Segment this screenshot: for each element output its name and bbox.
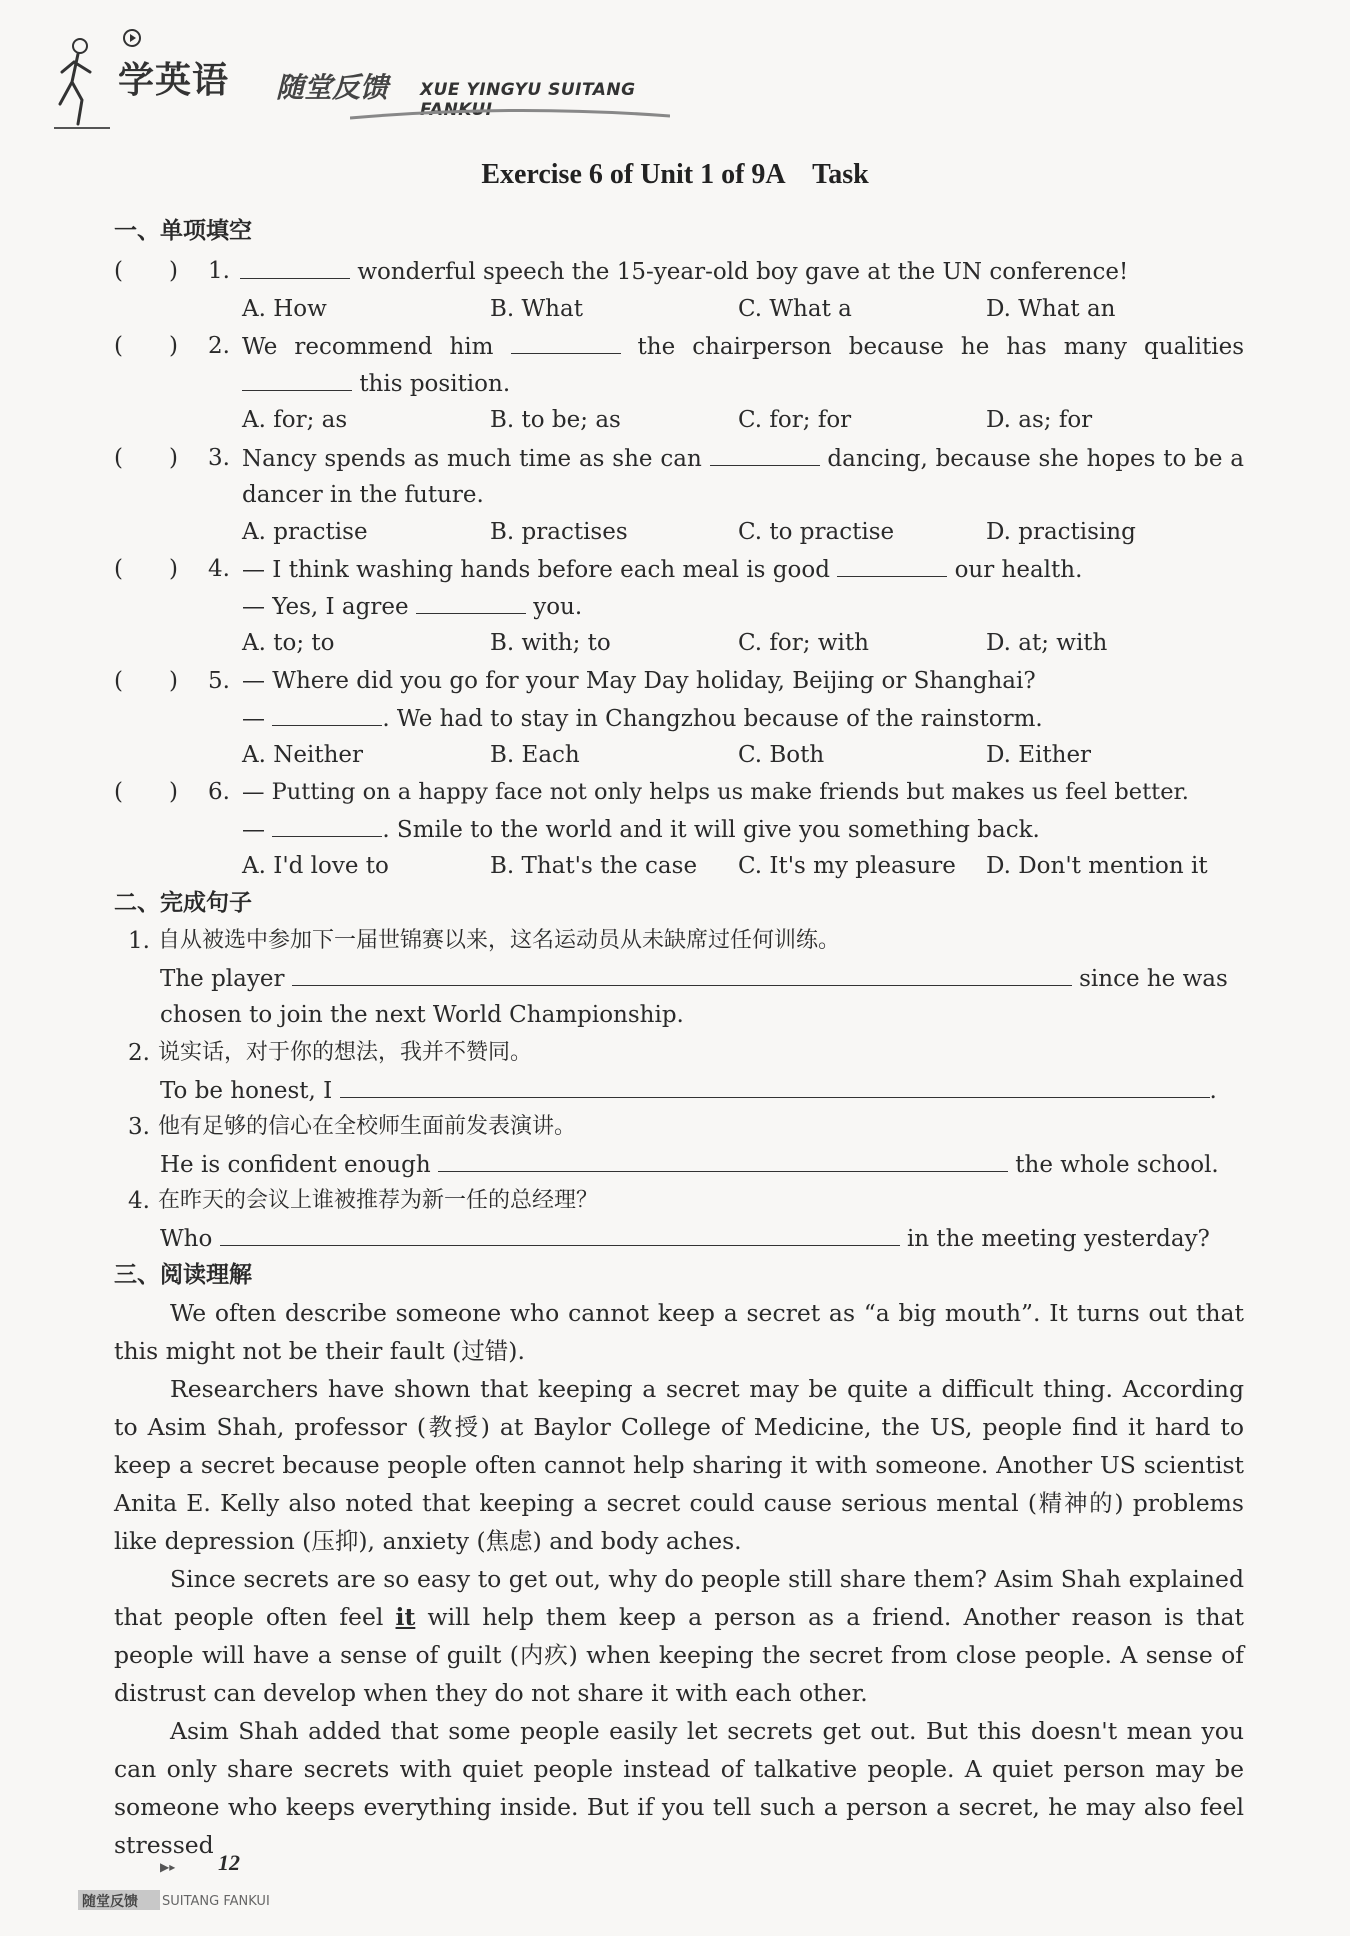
question-line: dancer in the future. [242,482,484,508]
answer-paren: ( ) [114,556,178,582]
question-line: — Where did you go for your May Day holiday, Beijing or Shanghai? [242,668,1036,694]
option-c: C. for; with [738,630,869,656]
question-line: wonderful speech the 15-year-old boy gave at the UN conference! [240,256,1128,287]
reading-paragraph-2: Researchers have shown that keeping a secret may be quite a difficult thing. According to Asim Shah, professor (教授) at Baylor College of Medicine, the US, people find it hard to keep a secret because people often cannot help sharing it with someone. Another US scientist Anita E. Kelly also noted that keeping a secret could cause serious mental (精神的) problems like depression (压抑), anxiety (焦虑) and body aches. [114,1375,1244,1555]
question-number: 1. [208,258,230,284]
item-chinese: 自从被选中参加下一届世锦赛以来，这名运动员从未缺席过任何训练。 [158,928,841,953]
option-c: C. Both [738,742,825,768]
header-title-cn: 学英语 [118,60,230,101]
underlined-word: it [395,1603,416,1631]
page-footer [78,1848,318,1918]
page-title: Exercise 6 of Unit 1 of 9A Task [481,159,869,190]
question-line: — . We had to stay in Changzhou because of the rainstorm. [242,703,1043,734]
option-a: A. practise [242,519,368,545]
answer-blank[interactable] [272,814,382,837]
question-number: 5. [208,668,230,694]
answer-blank[interactable] [416,591,526,614]
header-title-cn2: 随堂反馈 [276,71,389,104]
reading-paragraph-1: We often describe someone who cannot keep a secret as “a big mouth”. It turns out that this might not be their fault (过错). [114,1299,1244,1365]
answer-blank[interactable] [272,703,382,726]
item-chinese: 他有足够的信心在全校师生面前发表演讲。 [158,1114,577,1139]
item-english-line: To be honest, I . [160,1075,1217,1106]
item-number: 4. [128,1188,150,1214]
answer-paren: ( ) [114,668,178,694]
reading-paragraph-3: Since secrets are so easy to get out, why do people still share them? Asim Shah explained that people often feel it will help them keep a person as a friend. Another reason is that people will have a sense of guilt (内疚) when keeping the secret from close people. A sense of distrust can develop when they do not share it with each other. [114,1565,1244,1707]
option-b: B. Each [490,742,580,768]
answer-blank[interactable] [511,331,621,354]
option-d: D. Don't mention it [986,853,1208,879]
question-line: — . Smile to the world and it will give you something back. [242,814,1040,845]
reading-paragraph-4: Asim Shah added that some people easily let secrets get out. But this doesn't mean you can only share secrets with quiet people instead of talkative people. A quiet person may be someone who keeps everything inside. But if you tell such a person a secret, he may also feel stressed [114,1717,1244,1859]
item-english-line: chosen to join the next World Championship. [160,1002,684,1028]
option-a: A. How [242,296,327,322]
answer-blank[interactable] [340,1075,1210,1098]
play-icon [122,28,142,48]
option-d: D. practising [986,519,1136,545]
option-d: D. at; with [986,630,1108,656]
option-b: B. That's the case [490,853,698,879]
answer-paren: ( ) [114,333,178,359]
footer-bar-en: SUITANG FANKUI [162,1894,270,1909]
item-number: 2. [128,1040,150,1066]
item-english-line: Who in the meeting yesterday? [160,1223,1210,1254]
option-b: B. to be; as [490,407,621,433]
answer-paren: ( ) [114,779,178,805]
option-a: A. to; to [242,630,335,656]
option-d: D. What an [986,296,1116,322]
item-number: 1. [128,928,150,954]
question-line: this position. [242,368,510,399]
option-d: D. as; for [986,407,1093,433]
header-swoosh [350,106,670,126]
section2-heading: 二、完成句子 [114,890,252,916]
question-number: 4. [208,556,230,582]
answer-blank[interactable] [710,443,820,466]
question-number: 6. [208,779,230,805]
option-c: C. It's my pleasure [738,853,956,879]
page-header [50,22,670,132]
option-c: C. What a [738,296,852,322]
answer-blank[interactable] [240,256,350,279]
item-english-line: He is confident enough the whole school. [160,1149,1219,1180]
option-b: B. What [490,296,583,322]
section3-heading: 三、阅读理解 [114,1262,252,1288]
answer-blank[interactable] [438,1149,1008,1172]
option-c: C. to practise [738,519,895,545]
answer-paren: ( ) [114,258,178,284]
arrow-icon: ▶▸ [160,1860,176,1874]
answer-blank[interactable] [837,554,947,577]
item-number: 3. [128,1114,150,1140]
section1-heading: 一、单项填空 [114,218,252,244]
option-c: C. for; for [738,407,852,433]
item-chinese: 说实话，对于你的想法，我并不赞同。 [158,1040,533,1065]
option-d: D. Either [986,742,1092,768]
question-number: 3. [208,445,230,471]
answer-blank[interactable] [242,368,352,391]
page-number: 12 [218,1850,240,1875]
option-b: B. with; to [490,630,611,656]
header-title-en: XUE YINGYU SUITANG FANKUI [420,80,636,120]
question-line: — Yes, I agree you. [242,591,582,622]
question-line: — Putting on a happy face not only helps us make friends but makes us feel better. [242,779,1189,805]
question-line: Nancy spends as much time as she can dancing, because she hopes to be a [242,443,1244,474]
question-line: — I think washing hands before each meal is good our health. [242,554,1082,585]
answer-blank[interactable] [292,963,1072,986]
answer-blank[interactable] [220,1223,900,1246]
question-number: 2. [208,333,230,359]
option-a: A. Neither [242,742,363,768]
answer-paren: ( ) [114,445,178,471]
item-english-line: The player since he was [160,963,1228,994]
runner-logo-icon [50,32,120,132]
footer-bar-text: 随堂反馈 [82,1894,138,1910]
option-b: B. practises [490,519,628,545]
item-chinese: 在昨天的会议上谁被推荐为新一任的总经理？ [158,1188,599,1213]
option-a: A. I'd love to [242,853,389,879]
question-line: We recommend him the chairperson because he has many qualities [242,331,1244,362]
option-a: A. for; as [242,407,348,433]
